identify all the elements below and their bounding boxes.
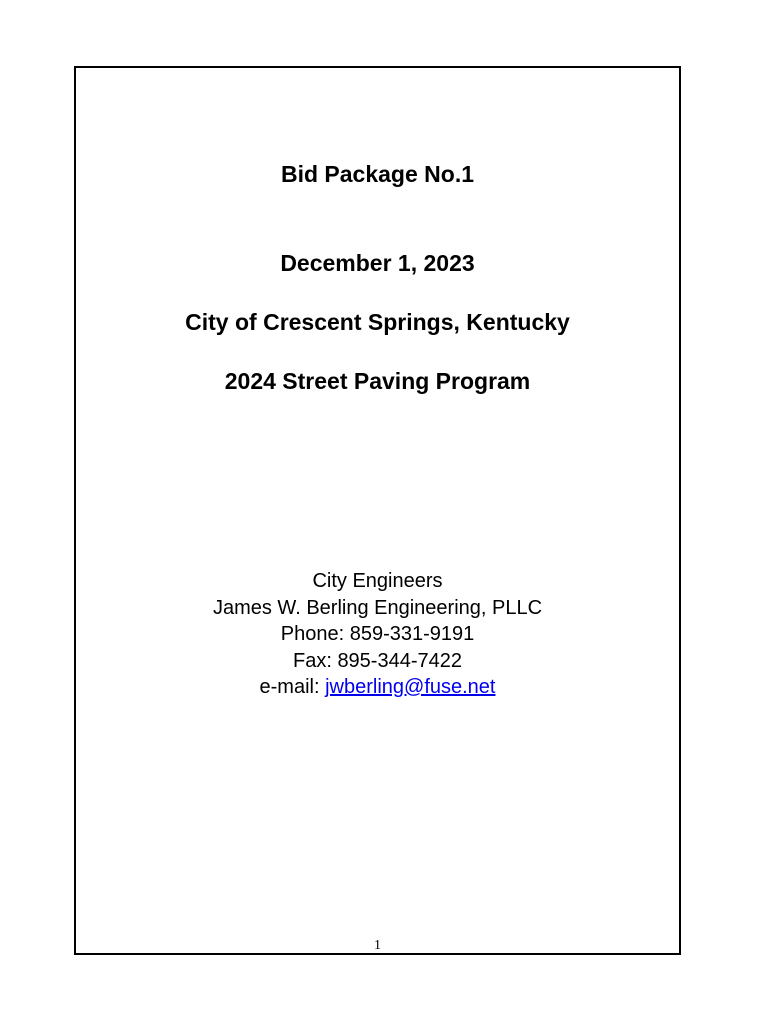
phone-number: Phone: 859-331-9191 (280, 623, 475, 645)
contact-heading: City Engineers (312, 570, 443, 592)
program-title: 2024 Street Paving Program (224, 368, 531, 394)
firm-name: James W. Berling Engineering, PLLC (212, 596, 543, 619)
email-label: e-mail: (259, 676, 326, 698)
bid-package-title: Bid Package No.1 (280, 161, 475, 187)
contact-block (76, 568, 679, 701)
page-number: 1 (374, 938, 381, 953)
page-border (74, 66, 681, 955)
email-link[interactable]: jwberling@fuse.net (325, 676, 496, 698)
city-name: City of Crescent Springs, Kentucky (185, 309, 570, 335)
email-line (76, 674, 679, 701)
fax-number: Fax: 895-344-7422 (292, 649, 462, 672)
document-date: December 1, 2023 (280, 250, 475, 276)
